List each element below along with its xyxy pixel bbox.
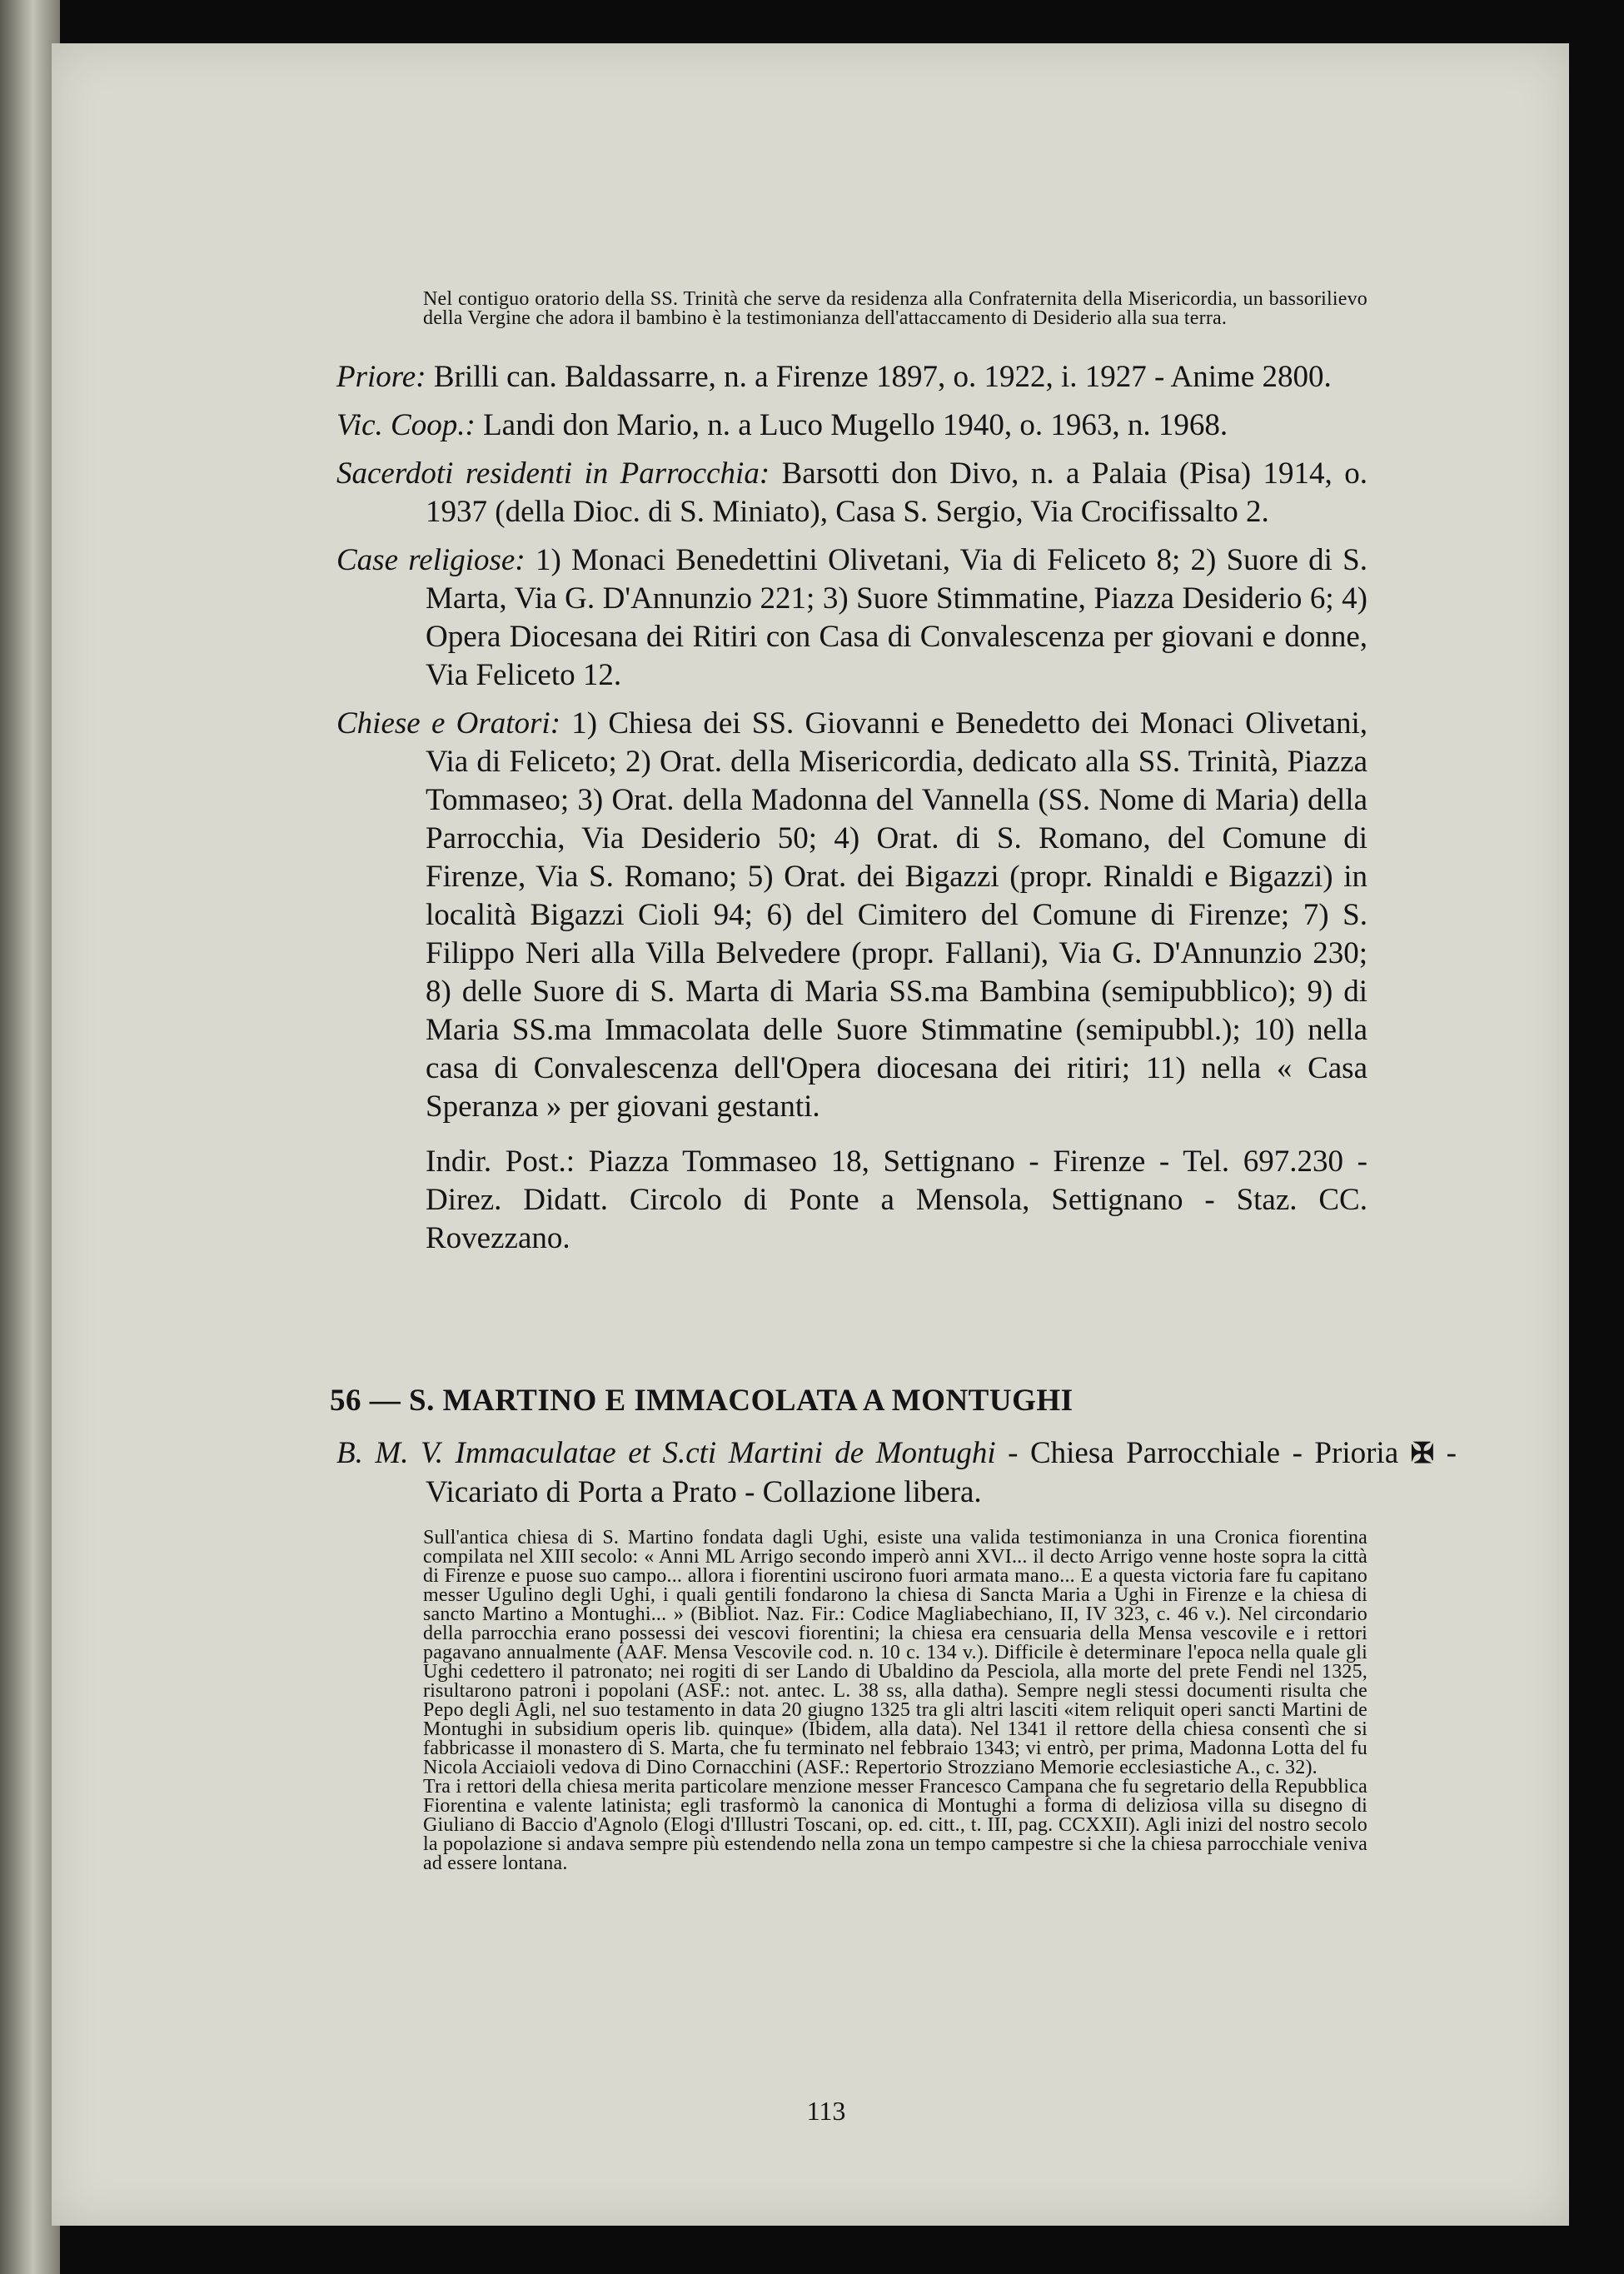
postal-address: Indir. Post.: Piazza Tommaseo 18, Settignano - Firenze - Tel. 697.230 - Direz. Didatt. Circolo di Ponte a Mensola, Settignano - Staz. CC. Rovezzano. (426, 1144, 1367, 1255)
entry-label: Chiese e Oratori: (336, 706, 561, 741)
book-page (52, 43, 1569, 2226)
section-heading: 56 — S. MARTINO E IMMACOLATA A MONTUGHI (330, 1384, 1074, 1418)
parish-entries (336, 358, 1367, 1258)
intro-text-end: - Vicariato di Porta a Prato - Collazione libera. (426, 1436, 1457, 1509)
entry-text: 1) Chiesa dei SS. Giovanni e Benedetto dei Monaci Olivetani, Via di Feliceto; 2) Orat. della Misericordia, dedicato alla SS. Trinità, Piazza Tommaseo; 3) Orat. della Madonna del Vannella (SS. Nome di Maria) della Parrocchia, Via Desiderio 50; 4) Orat. di S. Romano, del Comune di Firenze, Via S. Romano; 5) Orat. dei Bigazzi (propr. Rinaldi e Bigazzi) in località Bigazzi Cioli 94; 6) del Cimitero del Comune di Firenze; 7) S. Filippo Neri alla Villa Belvedere (propr. Fallani), Via G. D'Annunzio 230; 8) delle Suore di S. Marta di Maria SS.ma Bambina (semipubblico); 9) di Maria SS.ma Immacolata delle Suore Stimmatine (semipubbl.); 10) nella casa di Convalescenza dell'Opera diocesana dei ritiri; 11) nella « Casa Speranza » per giovani gestanti. (426, 706, 1368, 1124)
entry-vic-coop (336, 406, 1367, 445)
entry-text: 1) Monaci Benedettini Olivetani, Via di Feliceto 8; 2) Suore di S. Marta, Via G. D'Annunzio 221; 3) Suore Stimmatine, Piazza Desiderio 6; 4) Opera Diocesana dei Ritiri con Casa di Convalescenza per giovani e donne, Via Feliceto 12. (426, 543, 1368, 692)
cross-icon: ✠ (1410, 1439, 1435, 1469)
note-rettori: Tra i rettori della chiesa merita particolare menzione messer Francesco Campana che fu segretario della Repubblica Fiorentina e valente latinista; egli trasformò la canonica di Montughi a forma di deliziosa villa su disegno di Giuliano di Baccio d'Agnolo (Elogi d'Illustri Toscani, op. ed. citt., t. III, pag. CCXXII). Agli inizi del nostro secolo la popolazione si andava sempre più estendendo nella zona un tempo campestre si che la chiesa parrocchiale veniva ad essere lontana. (423, 1776, 1367, 1874)
entry-sacerdoti (336, 455, 1367, 531)
entry-text: Barsotti don Divo, n. a Palaia (Pisa) 1914, o. 1937 (della Dioc. di S. Miniato), Casa S. Sergio, Via Crocifissalto 2. (426, 456, 1367, 529)
entry-chiese-oratori (336, 705, 1367, 1126)
note-oratorio: Nel contiguo oratorio della SS. Trinità che serve da residenza alla Confraternita della Misericordia, un bassorilievo della Vergine che adora il bambino è la testimonianza dell'attaccamento di Desiderio alla sua terra. (423, 288, 1367, 329)
page-number: 113 (806, 2096, 846, 2126)
entry-label: Case religiose: (336, 543, 526, 577)
entry-label: Priore: (336, 360, 426, 394)
section-intro (336, 1434, 1457, 1512)
section-notes (423, 1528, 1367, 1873)
entry-case-religiose (336, 541, 1367, 695)
note-history: Sull'antica chiesa di S. Martino fondata dagli Ughi, esiste una valida testimonianza in una Cronica fiorentina compilata nel XIII secolo: « Anni ML Arrigo secondo imperò anni XVI... il decto Arrigo venne hoste sopra la città di Firenze e puose suo campo... allora i fiorentini uscirono fuori armata mano... E a questa victoria fare fu capitano messer Ugulino degli Ughi, i quali gentili fondarono la chiesa di Sancta Maria a Ughi in Firenze e la chiesa di sancto Martino a Montughi... » (Bibliot. Naz. Fir.: Codice Magliabechiano, II, IV 323, c. 46 v.). Nel circondario della parrocchia erano possessi dei vescovi fiorentini; la chiesa era censuaria della Mensa vescovile e i rettori pagavano annualmente (AAF. Mensa Vescovile cod. n. 10 c. 134 v.). Difficile è determinare l'epoca nella quale gli Ughi cedettero il patronato; nei rogiti di ser Lando di Ubaldino da Pesciola, alla morte del prete Fendi nel 1325, risultarono patroni i popolani (ASF.: not. antec. L. 38 ss, alla datha). Sempre negli stessi documenti risulta che Pepo degli Agli, nel suo testamento in data 20 giugno 1325 tra gli altri lasciti «item reliquit operi sancti Martini de Montughi in subsidium operis lib. quinque» (Ibidem, alla data). Nel 1341 il rettore della chiesa consentì che si fabbricasse il monastero di S. Marta, che fu terminato nel febbraio 1343; vi entrò, per prima, Madonna Lotta del fu Nicola Acciaioli vedova di Dino Cornacchini (ASF.: Repertorio Strozziano Memorie ecclesiastiche A., c. 32). (423, 1527, 1367, 1778)
intro-latin-title: B. M. V. Immaculatae et S.cti Martini de Montughi (336, 1436, 996, 1470)
intro-text: - Chiesa Parrocchiale - Prioria (995, 1436, 1411, 1470)
entry-priore (336, 358, 1367, 396)
entry-text: Brilli can. Baldassarre, n. a Firenze 1897, o. 1922, i. 1927 - Anime 2800. (433, 360, 1332, 394)
entry-text: Landi don Mario, n. a Luco Mugello 1940, o. 1963, n. 1968. (483, 408, 1228, 442)
entry-label: Vic. Coop.: (336, 408, 476, 442)
entry-label: Sacerdoti residenti in Parrocchia: (336, 456, 770, 491)
